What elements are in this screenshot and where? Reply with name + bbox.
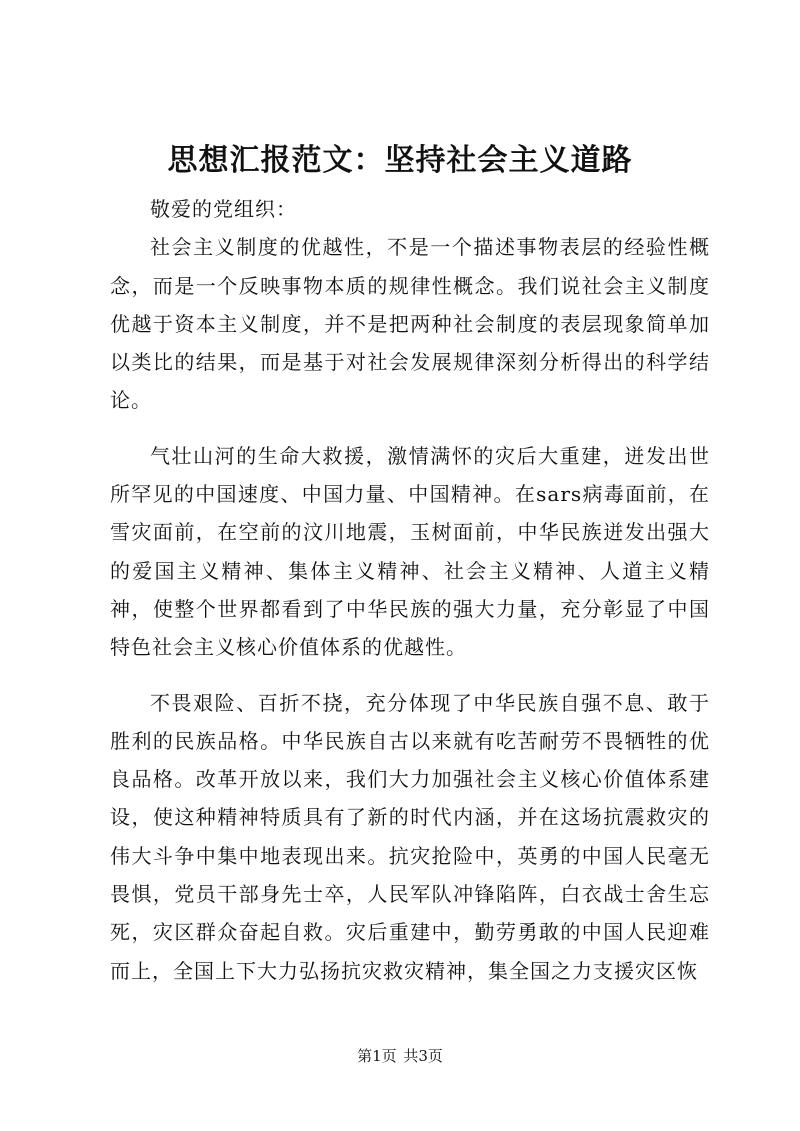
document-body [110,190,710,990]
document-title: 思想汇报范文：坚持社会主义道路 [167,143,633,178]
paragraph: 气壮山河的生命大救援，激情满怀的灾后大重建，迸发出世所罕见的中国速度、中国力量、中国精神。在sars病毒面前，在雪灾面前，在空前的汶川地震，玉树面前，中华民族迸发出强大的爱国主义精神、集体主义精神、社会主义精神、人道主义精神，使整个世界都看到了中华民族的强大力量，充分彰显了中国特色社会主义核心价值体系的优越性。 [110,443,710,660]
paragraph: 社会主义制度的优越性，不是一个描述事物表层的经验性概念，而是一个反映事物本质的规律性概念。我们说社会主义制度优越于资本主义制度，并不是把两种社会制度的表层现象简单加以类比的结果，而是基于对社会发展规律深刻分析得出的科学结论。 [110,235,710,413]
paragraph: 不畏艰险、百折不挠，充分体现了中华民族自强不息、敢于胜利的民族品格。中华民族自古以来就有吃苦耐劳不畏牺牲的优良品格。改革开放以来，我们大力加强社会主义核心价值体系建设，使这种精神特质具有了新的时代内涵，并在这场抗震救灾的伟大斗争中集中地表现出来。抗灾抢险中，英勇的中国人民毫无畏惧，党员干部身先士卒，人民军队冲锋陷阵，白衣战士舍生忘死，灾区群众奋起自救。灾后重建中，勤劳勇敢的中国人民迎难而上，全国上下大力弘扬抗灾救灾精神，集全国之力支援灾区恢 [110,690,710,983]
page-total: 共3页 [403,1047,443,1065]
page-number: 第1页 [357,1047,397,1065]
page-footer [0,1046,800,1066]
salutation: 敬爱的党组织： [150,197,297,221]
